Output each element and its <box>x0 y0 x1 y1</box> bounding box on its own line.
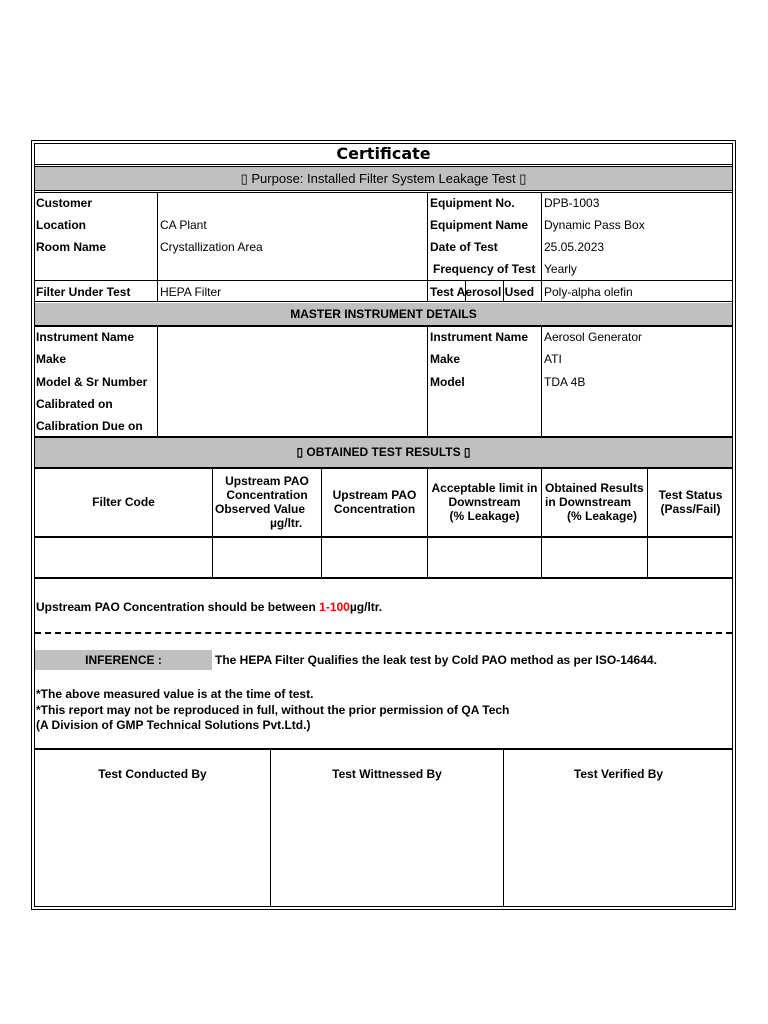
col-upstream-observed-line3: Observed Value <box>215 502 306 516</box>
equipment-name-label: Equipment Name <box>430 218 529 232</box>
note-range: 1-100 <box>319 600 350 614</box>
frequency-label: Frequency of Test <box>433 262 536 276</box>
divider <box>541 192 542 301</box>
col-test-status-line2: (Pass/Fail) <box>660 502 721 516</box>
purpose-heading: ▯ Purpose: Installed Filter System Leakage Test ▯ <box>240 171 527 186</box>
divider <box>321 469 322 578</box>
equipment-no-value: DPB-1003 <box>544 196 600 210</box>
make-label-right: Make <box>430 352 461 366</box>
test-aerosol-label: Test Aerosol Used <box>430 285 535 299</box>
col-obtained-results-line2: in Downstream <box>545 495 632 509</box>
frequency-value: Yearly <box>544 262 577 276</box>
col-acceptable-limit-line1: Acceptable limit in <box>431 481 538 495</box>
inference-text: The HEPA Filter Qualifies the leak test by Cold PAO method as per ISO-14644. <box>215 653 657 667</box>
date-of-test-value: 25.05.2023 <box>544 240 605 254</box>
divider <box>35 577 732 579</box>
equipment-no-label: Equipment No. <box>430 196 515 210</box>
col-upstream-concentration-line1: Upstream PAO <box>332 488 417 502</box>
obtained-results-heading: ▯ OBTAINED TEST RESULTS ▯ <box>296 445 471 459</box>
certificate-inner-border <box>34 143 733 907</box>
divider <box>157 192 158 301</box>
divider <box>35 301 732 302</box>
test-witnessed-by: Test Wittnessed By <box>332 767 442 781</box>
note-suffix: µg/ltr. <box>349 600 383 614</box>
location-value: CA Plant <box>160 218 207 232</box>
col-upstream-concentration-line2: Concentration <box>333 502 416 516</box>
make-label: Make <box>36 352 67 366</box>
divider <box>35 164 732 165</box>
instrument-name-label: Instrument Name <box>36 330 135 344</box>
divider <box>35 192 732 193</box>
col-obtained-results-line1: Obtained Results <box>545 481 644 495</box>
model-label-right: Model <box>430 375 465 389</box>
remark-line: *The above measured value is at the time of test. <box>36 687 314 701</box>
filter-under-test-label: Filter Under Test <box>36 285 131 299</box>
col-test-status-line1: Test Status <box>658 488 723 502</box>
col-acceptable-limit-line2: Downstream <box>448 495 521 509</box>
col-filter-code: Filter Code <box>92 495 155 509</box>
inference-label: INFERENCE : <box>85 653 162 667</box>
test-aerosol-value: Poly-alpha olefin <box>544 285 633 299</box>
col-upstream-observed-line2: Concentration <box>226 488 308 502</box>
divider <box>35 280 732 281</box>
divider <box>541 327 542 437</box>
model-sr-number-label: Model & Sr Number <box>36 375 148 389</box>
note-prefix: Upstream PAO Concentration should be between <box>36 600 320 614</box>
model-value: TDA 4B <box>544 375 586 389</box>
divider <box>35 190 732 191</box>
date-of-test-label: Date of Test <box>430 240 498 254</box>
room-name-label: Room Name <box>36 240 107 254</box>
divider <box>541 469 542 578</box>
certificate-title: Certificate <box>336 144 431 163</box>
calibrated-on-label: Calibrated on <box>36 397 113 411</box>
instrument-name-value: Aerosol Generator <box>544 330 643 344</box>
divider <box>35 325 732 327</box>
divider <box>647 469 648 578</box>
filter-under-test-value: HEPA Filter <box>160 285 222 299</box>
divider <box>427 327 428 437</box>
master-instrument-heading: MASTER INSTRUMENT DETAILS <box>290 307 477 321</box>
divider <box>35 536 732 538</box>
make-value: ATI <box>544 352 562 366</box>
upstream-concentration-note <box>36 600 382 614</box>
divider <box>427 192 428 301</box>
divider <box>35 748 732 750</box>
dashed-divider <box>35 632 732 634</box>
location-label: Location <box>36 218 86 232</box>
col-upstream-observed-line1: Upstream PAO <box>225 474 309 488</box>
customer-label: Customer <box>36 196 93 210</box>
room-name-value: Crystallization Area <box>160 240 263 254</box>
calibration-due-label: Calibration Due on <box>36 419 143 433</box>
remark-line: *This report may not be reproduced in full, without the prior permission of QA Tech <box>36 703 510 717</box>
col-obtained-results-line3: (% Leakage) <box>567 509 638 523</box>
remark-line: (A Division of GMP Technical Solutions Pvt.Ltd.) <box>36 718 311 732</box>
divider <box>35 166 732 167</box>
col-acceptable-limit-line3: (% Leakage) <box>449 509 520 523</box>
test-verified-by: Test Verified By <box>573 767 664 781</box>
divider <box>157 327 158 437</box>
test-conducted-by: Test Conducted By <box>98 767 207 781</box>
col-upstream-observed-line4: µg/ltr. <box>270 516 303 530</box>
equipment-name-value: Dynamic Pass Box <box>544 218 645 232</box>
instrument-name-label-right: Instrument Name <box>430 330 529 344</box>
divider <box>35 467 732 469</box>
